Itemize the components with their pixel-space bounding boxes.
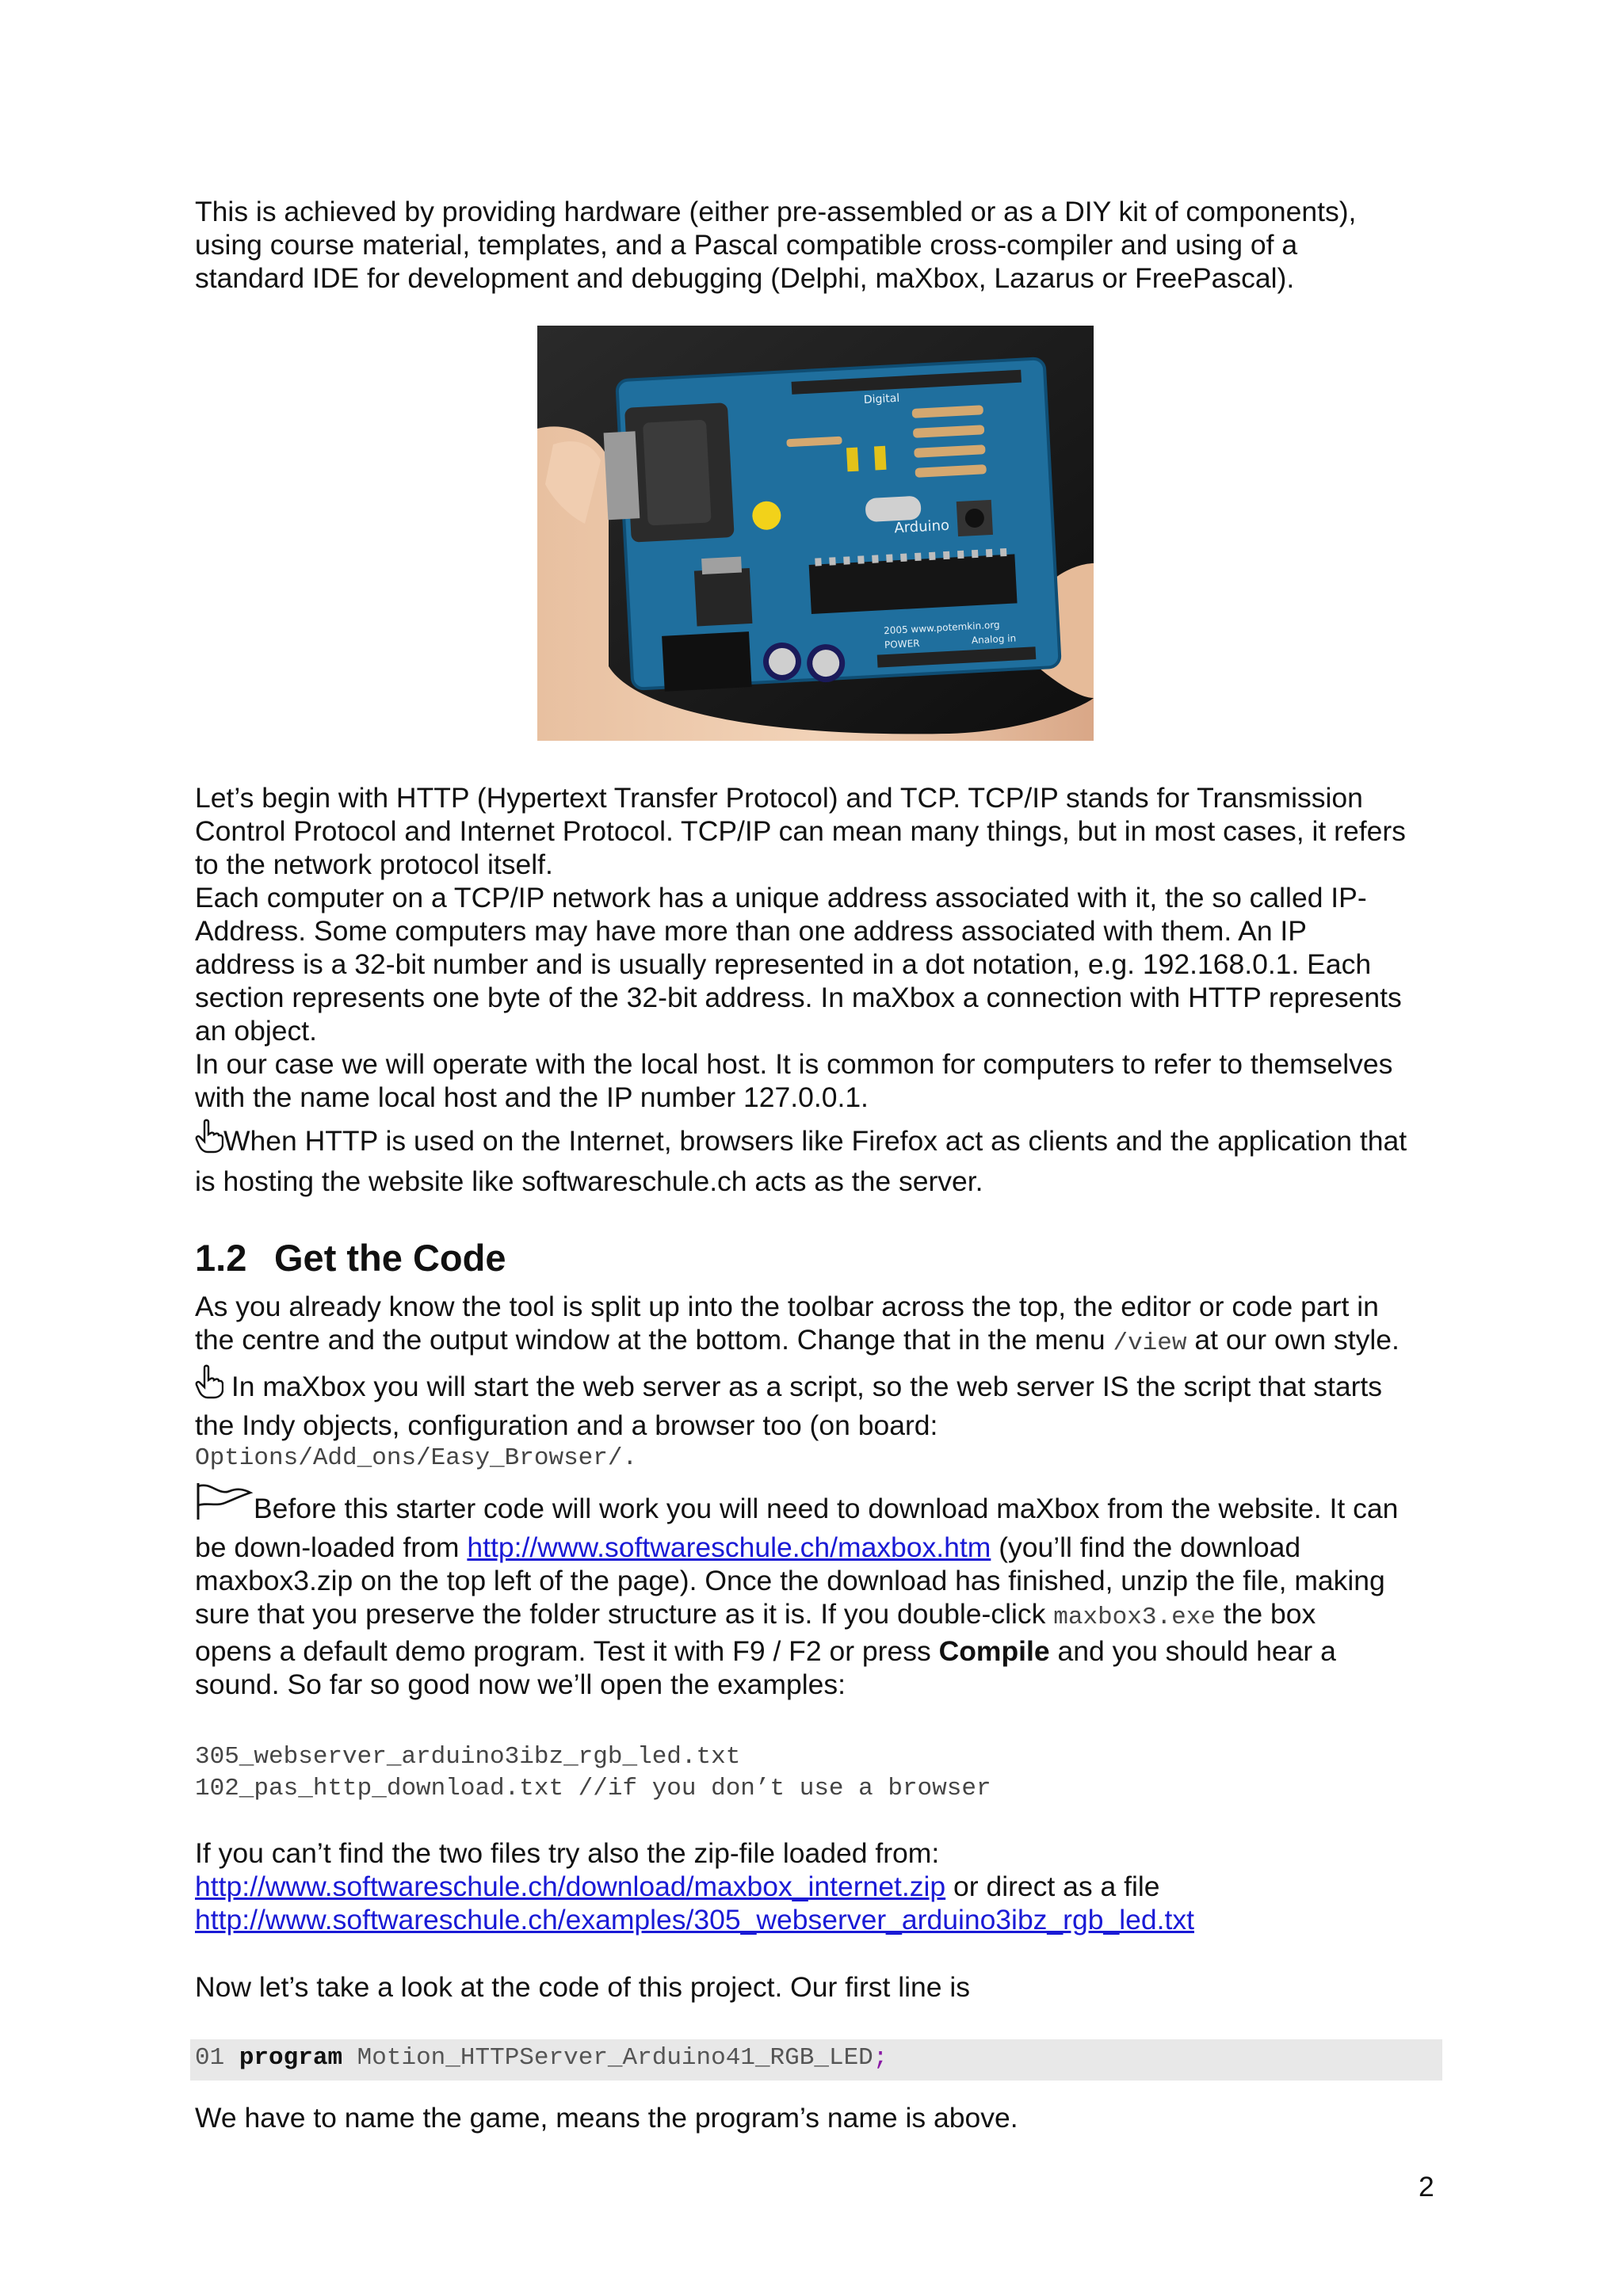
board-analog-label: Analog in — [971, 632, 1017, 646]
text-line: (you’ll find the download — [991, 1531, 1301, 1563]
text-line: to the network protocol itself. — [195, 849, 553, 880]
tip-http-paragraph — [195, 1119, 1447, 1198]
text-line: sound. So far so good now we’ll open the examples: — [195, 1669, 846, 1700]
text-line: We have to name the game, means the program’s name is above. — [195, 2102, 1018, 2134]
menu-path-code: Options/Add_ons/Easy_Browser/. — [195, 1444, 638, 1472]
text-line: section represents one byte of the 32-bit address. In maXbox a connection with HTTP represents — [195, 982, 1402, 1013]
zip-paragraph — [195, 1836, 1447, 1936]
text-line: address is a 32-bit number and is usually represented in a dot notation, e.g. 192.168.0.1. Each — [195, 948, 1372, 980]
code-identifier: Motion_HTTPServer_Arduino41_RGB_LED — [342, 2044, 873, 2072]
closing-paragraph — [195, 2101, 1447, 2134]
tip-text: When HTTP is used on the Internet, browsers like Firefox act as clients and the application that — [223, 1125, 1407, 1157]
board-label: Arduino — [893, 517, 950, 537]
arduino-photo — [537, 326, 1094, 741]
text-line: at our own style. — [1186, 1324, 1400, 1356]
text-line: an object. — [195, 1015, 317, 1047]
download-paragraph — [195, 1482, 1447, 1701]
text-line: and you should hear a — [1049, 1635, 1336, 1667]
intro-line: This is achieved by providing hardware (either pre-assembled or as a DIY kit of components), — [195, 196, 1357, 227]
tip-text: In maXbox you will start the web server as a script, so the web server IS the script that starts — [223, 1371, 1383, 1402]
text-line: Address. Some computers may have more than one address associated with them. An IP — [195, 915, 1307, 947]
text-line: the centre and the output window at the bottom. Change that in the menu — [195, 1324, 1113, 1356]
maxbox-download-link[interactable]: http://www.softwareschule.ch/maxbox.htm — [467, 1531, 991, 1563]
page-number: 2 — [1419, 2171, 1434, 2203]
text-line: As you already know the tool is split up into the toolbar across the top, the editor or code part in — [195, 1291, 1379, 1322]
arduino-board-illustration — [537, 326, 1094, 741]
code-line-number: 01 — [195, 2044, 225, 2072]
text-line: In our case we will operate with the local host. It is common for computers to refer to themselves — [195, 1048, 1393, 1080]
text-line: Now let’s take a look at the code of this project. Our first line is — [195, 1971, 971, 2003]
intro-line: standard IDE for development and debugging (Delphi, maXbox, Lazarus or FreePascal). — [195, 262, 1295, 294]
board-www-label: 2005 www.potemkin.org — [883, 619, 1000, 637]
webserver-example-link[interactable]: http://www.softwareschule.ch/examples/305_webserver_arduino3ibz_rgb_led.txt — [195, 1904, 1194, 1936]
pointing-hand-icon — [195, 1364, 223, 1409]
menu-path-code: /view — [1113, 1329, 1187, 1357]
text-line: the box — [1215, 1598, 1316, 1630]
board-digital-label: Digital — [863, 391, 900, 407]
tip-webserver-paragraph — [195, 1364, 1447, 1475]
text-line: Let’s begin with HTTP (Hypertext Transfer Protocol) and TCP. TCP/IP stands for Transmission — [195, 782, 1363, 814]
text-line: If you can’t find the two files try also the zip-file loaded from: — [195, 1837, 940, 1869]
tcpip-paragraph — [195, 781, 1447, 1114]
board-power-label: POWER — [884, 637, 920, 651]
pointing-hand-icon — [195, 1119, 223, 1163]
code-semicolon: ; — [873, 2044, 888, 2072]
exe-filename-code: maxbox3.exe — [1053, 1604, 1216, 1631]
text-line: sure that you preserve the folder structure as it is. If you double-click — [195, 1598, 1054, 1630]
text-line: or direct as a file — [945, 1871, 1160, 1902]
text-line: Each computer on a TCP/IP network has a unique address associated with it, the so called IP- — [195, 882, 1367, 913]
section-title: Get the Code — [274, 1237, 506, 1279]
text-line: be down-loaded from — [195, 1531, 468, 1563]
example-files-list — [195, 1741, 1447, 1805]
code-keyword: program — [239, 2044, 343, 2072]
section-number: 1.2 — [195, 1237, 247, 1279]
text-line: with the name local host and the IP number 127.0.0.1. — [195, 1081, 869, 1113]
text-line: maxbox3.zip on the top left of the page). Once the download has finished, unzip the file, making — [195, 1565, 1385, 1596]
lookcode-paragraph — [195, 1970, 1447, 2004]
tip-text: is hosting the website like softwareschule.ch acts as the server. — [195, 1165, 983, 1197]
example-file: 305_webserver_arduino3ibz_rgb_led.txt — [195, 1743, 741, 1771]
compile-keyword: Compile — [938, 1635, 1050, 1667]
section-heading — [195, 1236, 506, 1280]
text-line: Before this starter code will work you will need to download maXbox from the website. It can — [254, 1493, 1399, 1524]
text-line: Control Protocol and Internet Protocol. TCP/IP can mean many things, but in most cases, it refers — [195, 815, 1406, 847]
intro-line: using course material, templates, and a Pascal compatible cross-compiler and using of a — [195, 229, 1298, 261]
text-line: opens a default demo program. Test it with F9 / F2 or press — [195, 1635, 939, 1667]
code-block — [190, 2039, 1442, 2081]
example-file: 102_pas_http_download.txt //if you don’t use a browser — [195, 1775, 991, 1802]
flag-icon — [195, 1482, 254, 1531]
maxbox-internet-zip-link[interactable]: http://www.softwareschule.ch/download/maxbox_internet.zip — [195, 1871, 946, 1902]
intro-paragraph — [195, 195, 1447, 295]
getcode-paragraph — [195, 1290, 1447, 1360]
tip-text: the Indy objects, configuration and a browser too (on board: — [195, 1409, 938, 1441]
